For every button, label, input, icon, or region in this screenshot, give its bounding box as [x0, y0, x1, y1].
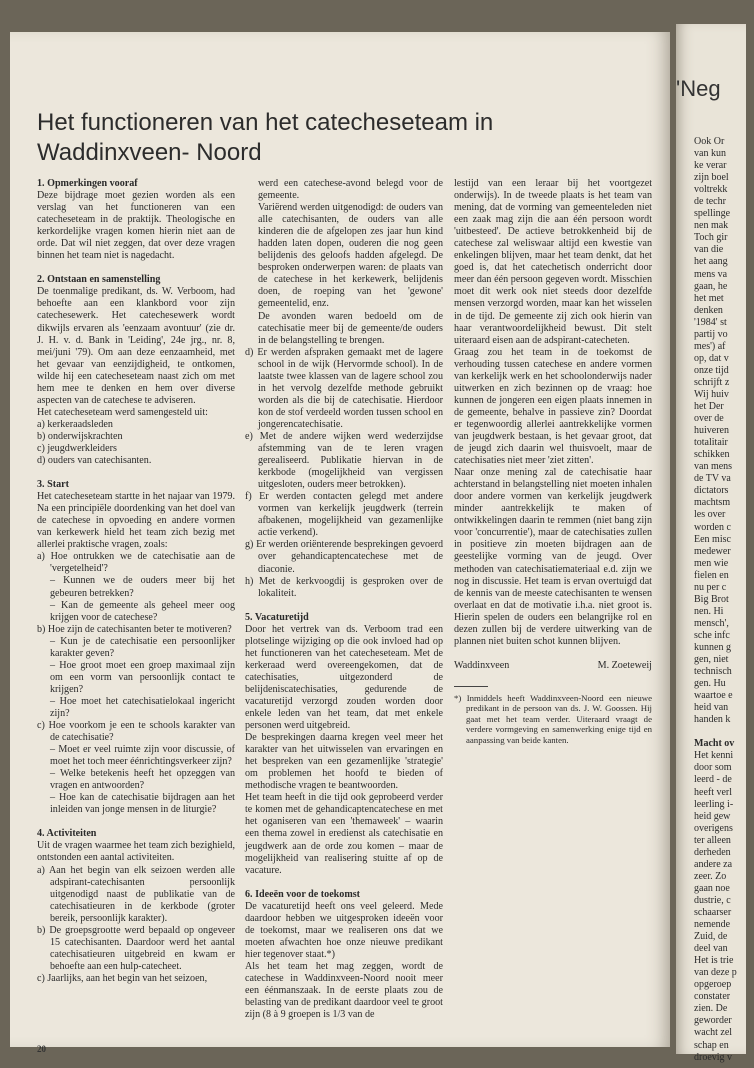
right-page-line: onze tijd — [694, 364, 729, 376]
paragraph: De toenmalige predikant, ds. W. Verboom, had behoefte aan een klankbord voor zijn catechesewerk. Het catechesewerk wordt dikwijls ervaren als 'eenzaam avontuur' (zie dr. J. H. v. d. Bank in 'Leiding', 24e jrg., nr. 8, mei/juni '79). Om aan deze eenzaamheid, met het gevaar van eenzijdigheid, te ontkomen, wilde hij een catecheseteam naast zich om met hem mee te denken en hem over diverse aspecten van de catechese te adviseren. — [37, 286, 235, 406]
right-page-line: totalitair — [694, 437, 728, 449]
paragraph: Uit de vragen waarmee het team zich bezighield, ontstonden een aantal activiteiten. — [37, 840, 235, 864]
list-item: d) ouders van catechisanten. — [37, 455, 152, 467]
paragraph: Als het team het mag zeggen, wordt de catechese in Waddinxveen-Noord nooit meer een éénmanszaak. In de eerste plaats zou de belasting van de predikant daardoor veel te groot zijn (8 à 9 groepen is 1/3 van de — [245, 960, 443, 1021]
paragraph: Graag zou het team in de toekomst de verhouding tussen catechese en andere vormen van kerkelijk werk en het schoolonderwijs nader uitwerken en zich bezinnen op de vraag: hoe kunnen de jongeren een eigen plaats innemen in de gemeente, behalve in passieve zin? Doordat er tegenwoordig allerlei aantrekkelijke vormen van jeugdwerk bestaan, is het gevaar groot, dat de jeugd zich daarin wel thuisvoelt, maar de catechisaties niet meer 'ziet zitten'. — [454, 346, 652, 467]
right-page-line: Zuid, de — [694, 931, 728, 943]
right-page-line: schaarser — [694, 907, 732, 918]
right-page-line: handen k — [694, 714, 731, 726]
sub-item: – Hoe kan de catechisatie bijdragen aan het inleiden van jonge mensen in de liturgie? — [50, 792, 235, 816]
section-heading: 6. Ideeën voor de toekomst — [245, 888, 361, 900]
list-item: b) onderwijskrachten — [37, 430, 123, 442]
right-page-line: Toch gir — [694, 232, 728, 244]
right-page-line: nen mak — [694, 220, 729, 232]
right-page-line: zijn boel — [694, 172, 729, 184]
right-page-line: Wij huiv — [694, 388, 729, 400]
right-page-line: zeer. Zo — [694, 870, 727, 882]
right-page-line: overigens — [694, 822, 733, 834]
right-page-line: Big Brot — [694, 593, 729, 605]
list-item: d) Er werden afspraken gemaakt met de lagere school in de wijk (Hervormde school). In de laatste twee klassen van de lagere school zou in het vervolg dezelfde methode gebruikt worden als die bij de catechisatie. Hierdoor kon de stof verdeeld worden tussen school en jongerencatechisatie. — [245, 346, 443, 430]
right-page-line: de TV va — [694, 473, 731, 485]
sub-item: werd een catechese-avond belegd voor de gemeente. — [258, 178, 443, 202]
right-page-line: nemende — [694, 919, 731, 931]
right-page-line: het met — [694, 292, 724, 304]
section-heading: 2. Ontstaan en samenstelling — [37, 274, 161, 286]
right-page-line: andere za — [694, 858, 733, 870]
right-page-line: constater — [694, 991, 731, 1003]
right-page-line: ter alleen — [694, 834, 731, 846]
signature — [454, 660, 652, 672]
right-page-line — [694, 726, 754, 738]
right-page-line: het aang — [694, 256, 728, 268]
right-page-line: schrijft z — [694, 376, 730, 388]
list-item: c) Jaarlijks, aan het begin van het seizoen, — [37, 972, 208, 984]
right-page-line: Ook Or — [694, 136, 725, 147]
right-page-line: Het kenni — [694, 750, 734, 762]
right-page-line: voltrekk — [694, 184, 728, 196]
right-page-line: sche infc — [694, 629, 730, 641]
sub-item: – Kunnen we de ouders meer bij het gebeuren betrekken? — [50, 575, 235, 599]
column-3 — [454, 178, 652, 745]
right-page-line: gaan noe — [694, 882, 730, 894]
right-page-line: op, dat v — [694, 352, 729, 364]
right-page-line: leerling i- — [694, 798, 734, 810]
right-page-line: gaan, he — [694, 280, 728, 292]
right-page-line: ke verar — [694, 160, 727, 172]
right-page-line: heid gew — [694, 810, 731, 822]
paragraph-gap — [37, 816, 235, 828]
footnote: *) Inmiddels heeft Waddinxveen-Noord een nieuwe predikant in de persoon van ds. J. W. Goossen. Hij gaat met het team verder. Uiteraard vraagt de verdere vormgeving en samenwerking enige tijd en aanpassing van beide kanten. — [454, 692, 652, 745]
list-item: a) kerkeraadsleden — [37, 418, 113, 430]
signature-place: Waddinxveen — [454, 659, 510, 671]
section-heading: 5. Vacaturetijd — [245, 611, 309, 623]
right-page-line: heeft verl — [694, 786, 733, 798]
list-item: b) De groepsgrootte werd bepaald op ongeveer 15 catechisanten. Daardoor werd het aantal catechisatieuren uitgebreid en kwam er behoefte aan een hulp-catecheet. — [37, 924, 235, 972]
right-page-line: spellinge — [694, 208, 731, 220]
right-page-line: nu per c — [694, 581, 727, 593]
signature-author: M. Zoeteweij — [597, 659, 652, 671]
right-page-line: schikken — [694, 449, 730, 461]
right-page-line: van kun — [694, 148, 726, 160]
right-page-line: mes') af — [694, 340, 726, 352]
footnote-rule — [454, 686, 488, 687]
paragraph-gap — [245, 600, 443, 612]
right-page-line: kunnen g — [694, 641, 731, 653]
list-item: c) Hoe voorkom je een te schools karakter van de catechisatie? — [37, 720, 235, 744]
right-page-line: geworder — [694, 1015, 732, 1027]
right-page-line: de techr — [694, 196, 726, 208]
paragraph-gap — [37, 262, 235, 274]
right-page-line: van deze p — [694, 967, 737, 979]
paragraph: Het catecheseteam startte in het najaar van 1979. Na een principiële doordenking van het doel van de catechese in opvoeding en andere vormen van kerkewerk hield het team zich bezig met allerlei praktische vragen, zoals: — [37, 491, 235, 551]
paragraph: Het catecheseteam werd samengesteld uit: — [37, 406, 208, 418]
paragraph: Deze bijdrage moet gezien worden als een verslag van het functioneren van een catecheseteam in de praktijk. Theologische en kerkordelijke vragen komen hierin niet aan de orde. Dat wil niet zeggen, dat over deze vragen binnen het team niet is nagedacht. — [37, 190, 235, 262]
right-page-title: 'Neg — [676, 76, 721, 101]
right-page-edge — [676, 24, 746, 1063]
right-page-line: mensch', — [694, 617, 729, 629]
right-page-line: machtsm — [694, 497, 731, 509]
right-page-line: schap en — [694, 1039, 729, 1051]
page-number: 20 — [37, 1044, 46, 1054]
right-page-line: opgeroep — [694, 979, 732, 991]
right-page-line: dustrie, c — [694, 894, 731, 906]
right-page-line: Een misc — [694, 533, 731, 545]
section-heading: 3. Start — [37, 479, 69, 491]
list-item: f) Er werden contacten gelegd met andere vormen van kerkelijk jeugdwerk (terrein afbakenen, mogelijkheid van gezamenlijke actie verkend). — [245, 491, 443, 539]
left-page — [10, 32, 670, 1054]
right-page-line: deel van — [694, 943, 728, 955]
column-1 — [37, 178, 235, 985]
list-item: h) Met de kerkvoogdij is gesproken over de lokaliteit. — [245, 575, 443, 599]
sub-item: – Kun je de catechisatie een persoonlijker karakter geven? — [50, 635, 235, 659]
right-page-line: waartoe e — [694, 690, 733, 702]
paragraph: De besprekingen daarna kregen veel meer het karakter van het uitwisselen van ervaringen en het bespreken van een gezamenlijke 'strategie' om problemen het hoofd te bieden of methodische vragen te beantwoorden. — [245, 732, 443, 792]
right-page-line: van mens — [694, 461, 733, 473]
list-item: a) Aan het begin van elk seizoen werden alle adspirant-catechisanten persoonlijk uitgenodigd naast de publikatie van de catechisatieuren in de kerkbode (groter bereik, persoonlijk karakter). — [37, 864, 235, 924]
right-page-line: dictators — [694, 485, 729, 497]
right-page-line: technisch — [694, 666, 732, 678]
sub-item: – Moet er veel ruimte zijn voor discussie, of moet het toch meer éénrichtingsverkeer zijn? — [50, 744, 235, 768]
right-page-line: wacht zel — [694, 1027, 733, 1039]
column-2 — [245, 178, 443, 1021]
list-item: e) Met de andere wijken werd wederzijdse afstemming van de te leren vragen gerealiseerd. Publikatie hiervan in de kerkbode (mogelijkheid van vergissen uitgesloten, ouders meer betrokken). — [245, 430, 443, 491]
right-page-line: '1984' st — [694, 316, 727, 328]
right-page-line: droevig v — [694, 1051, 733, 1063]
right-page-line: fielen en — [694, 569, 729, 581]
right-page-line: derheden — [694, 846, 731, 858]
right-page-line: zien. De — [694, 1003, 728, 1015]
paragraph-gap — [245, 877, 443, 889]
right-page-line: gen, niet — [694, 654, 729, 666]
paragraph: Naar onze mening zal de catechisatie haar achterstand in belangstelling niet moeten inhalen door andere vormen van kerkelijk jeugdwerk minder aantrekkelijk te maken of ontwikkelingen daarin te remmen (niet bang zijn voor 'concurrentie'), maar de catechisaties zullen in positieve zin moeten bijdragen aan de geestelijke vorming van de jeugd. Over methoden van catechisatiemateriaal e.d. zijn we nog in discussie. Het team is ervan overtuigd dat de kennis van de meeste catechisanten te wensen overlaat en dat de motivatie i.h.a. niet groot is. Hierin spelen de ouders een belangrijke rol en dezen zullen bij de verdere uitwerking van de plannen niet buiten schot kunnen blijven. — [454, 467, 652, 647]
sub-item: Variërend werden uitgenodigd: de ouders van alle catechisanten, de ouders van alle kinderen die de afgelopen zes jaar hun kind hadden laten dopen, ouderen die nog geen belijdenis des geloofs hadden afgelegd. De besproken onderwerpen waren: de plaats van de catechese in het kerkewerk, belijdenis doen, de roeping van het 'gewone' gemeentelid, enz. — [258, 202, 443, 310]
right-page-line: over de — [694, 413, 724, 425]
right-page-line: nen. Hi — [694, 605, 724, 617]
right-page-line: van die — [694, 244, 724, 256]
sub-item: – Kan de gemeente als geheel meer oog krijgen voor de catechese? — [50, 599, 235, 623]
right-page-line: gen. Hu — [694, 678, 726, 690]
paragraph: lestijd van een leraar bij het voortgezet onderwijs). In de tweede plaats is het team van mening, dat de vorming van gemeenteleden niet een zaak mag zijn die aan één persoon wordt 'uitbesteed'. De actieve betrokkenheid bij de catechese zal weliswaar altijd een kwestie van enkelingen blijven, maar het team denkt, dat het goed is, dat het catechetisch onderricht door meer dan één persoon gegeven wordt. Misschien moet dit werk ook niet steeds door dezelfde mensen verzorgd worden, maar kan het wisselen in de tijd. De gemeente zij zich ook hierin van haar verantwoordelijkheid bewust. Dit stelt uiteraard eisen aan de adspirant-catecheten. — [454, 178, 652, 346]
paragraph: Door het vertrek van ds. Verboom trad een plotselinge wijziging op die ook invloed had op het functioneren van het catecheseteam. Met de kerkeraad werd overeengekomen, dat de catechisaties, uitgezonderd de belijdeniscatechisaties, gedurende de vacaturetijd verzorgd zouden worden door enkele leden van het team, dat met enkele personen werd uitgebreid. — [245, 623, 443, 732]
sub-item: De avonden waren bedoeld om de catechisatie meer bij de gemeente/de ouders in de belangstelling te brengen. — [258, 310, 443, 346]
right-page-line: Macht ov — [694, 738, 735, 750]
list-item: c) jeugdwerkleiders — [37, 442, 117, 454]
right-page-column — [694, 136, 754, 1064]
article-title: Het functioneren van het catecheseteam in Waddinxveen- Noord — [37, 109, 494, 166]
sub-item: – Hoe groot moet een groep maximaal zijn om een vorm van persoonlijk contact te krijgen? — [50, 659, 235, 695]
list-item: g) Er werden oriënterende besprekingen gevoerd over gehandicaptencatechese met de diaconie. — [245, 539, 443, 575]
right-page-line: huiveren — [694, 425, 729, 437]
right-page-line: leerd - de — [694, 774, 732, 786]
right-page-line: door som — [694, 762, 732, 774]
sub-item: – Hoe moet het catechisatielokaal ingericht zijn? — [50, 695, 235, 719]
right-page-line: medewer — [694, 545, 731, 557]
right-page-line: les over — [694, 509, 726, 521]
right-page-line: men wie — [694, 557, 729, 569]
sub-item: – Welke betekenis heeft het opzeggen van vragen en antwoorden? — [50, 768, 235, 792]
paragraph: Het team heeft in die tijd ook geprobeerd verder te komen met de gehandicaptencatechese en met het oganiseren van een 'themaweek' – waarin een thema zowel in eredienst als catechisatie en jeugdwerk aan de orde zou komen – maar de mogelijkheid van realisering stuitte af op de vacature. — [245, 792, 443, 876]
right-page-line: het Der — [694, 401, 724, 413]
list-item: b) Hoe zijn de catechisanten beter te motiveren? — [37, 623, 232, 635]
paragraph: De vacaturetijd heeft ons veel geleerd. Mede daardoor hebben we uitgesproken ideeën voor de toekomst, maar we realiseren ons dat we moeten afwachten hoe onze nieuwe predikant hier tegenover staat.*) — [245, 900, 443, 960]
paragraph-gap — [37, 467, 235, 479]
right-page-line: partij vo — [694, 328, 728, 340]
section-heading: 1. Opmerkingen vooraf — [37, 178, 138, 189]
right-page-line: heid van — [694, 702, 729, 714]
column-3-body — [454, 178, 652, 648]
right-page-line: worden c — [694, 521, 731, 533]
list-item: a) Hoe ontrukken we de catechisatie aan de 'vergetelheid'? — [37, 551, 235, 575]
right-page-line: denken — [694, 304, 723, 316]
right-page-line: mens va — [694, 268, 728, 280]
section-heading: 4. Activiteiten — [37, 828, 97, 840]
right-page-line: Het is trie — [694, 955, 734, 967]
